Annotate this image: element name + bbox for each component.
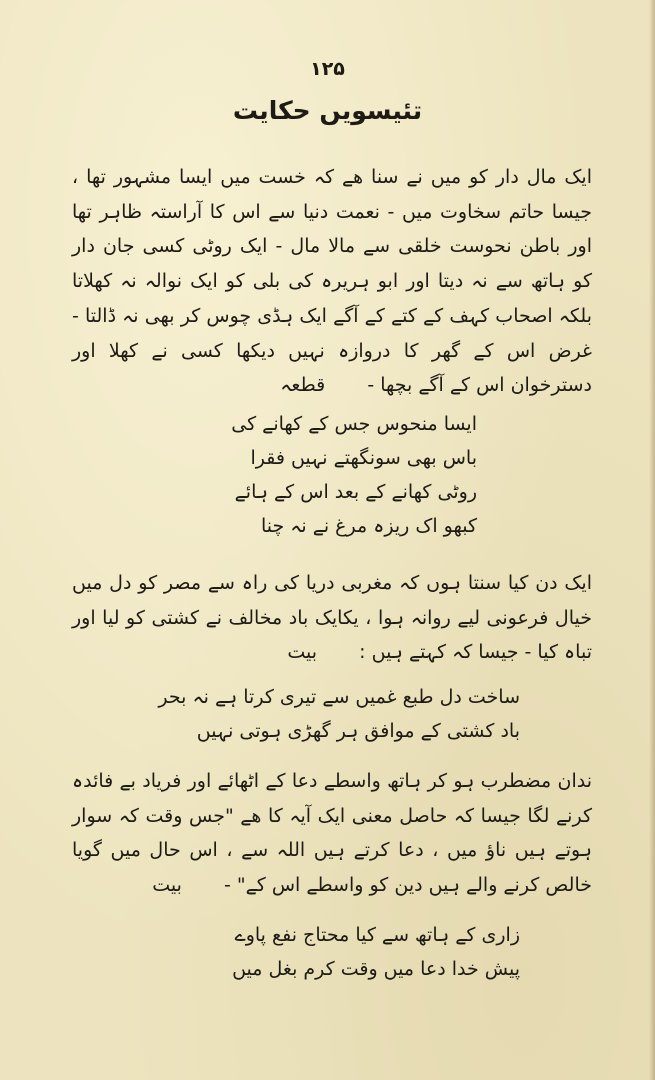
verse-line: باد کشتی کے موافق ہر گھڑی ہوتی نہیں [196, 720, 520, 742]
qita-label: قطعہ [280, 374, 326, 397]
page-edge-shadow [649, 0, 655, 1080]
page-number: ۱۲۵ [310, 58, 345, 80]
verse-block-2 [140, 680, 520, 748]
verse-line: ساخت دل طبع غمیں سے تیری کرتا ہے نہ بحر [158, 686, 520, 708]
paragraph-2-text: ایک دن کیا سنتا ہوں کہ مغربی دریا کی راہ سے مصر کو دل میں خیال فرعونی لیے روانہ ہوا ، یکایک باد مخالف نے کشتی کو لیا اور تباہ کیا - جیسا کہ کہتے ہیں : [72, 572, 592, 664]
bait-label: بیت [287, 641, 318, 664]
verse-line: زاری کے ہاتھ سے کیا محتاج نفع پاوے [234, 924, 520, 946]
verse-line: باس بھی سونگھتے نہیں فقرا [250, 447, 477, 469]
story-title: تئیسویں حکایت [232, 96, 423, 125]
verse-line: پیش خدا دعا میں وقت کرم بغل میں [232, 958, 520, 980]
verse-block-1 [157, 407, 477, 543]
paragraph-3-text: ندان مضطرب ہو کر ہاتھ واسطے دعا کے اٹھائے اور فریاد بے فائدہ کرنے لگا جیسا کہ حاصل معنی ایک آیہ کا ھے "جس وقت کہ سوار ہوتے ہیں ناؤ میں ، دعا کرتے ہیں اللہ سے ، اس حال میں گویا خالص کرنے والے ہیں دین کو واسطے اس کے" - [72, 770, 592, 897]
paragraph-2 [72, 566, 592, 670]
paragraph-1-text: ایک مال دار کو میں نے سنا ھے کہ خست میں ایسا مشہور تھا ، جیسا حاتم سخاوت میں - نعمت دنیا سے اس کا آراستہ ظاہر تھا اور باطن نحوست خلقی سے مالا مال - ایک روٹی کسی جان دار کو ہاتھ سے نہ دیتا اور ابو ہریرہ کی بلی کو ایک نوالہ نہ کھلاتا بلکہ اصحاب کہف کے کتے کے آگے ایک ہڈی چوس کر بھی نہ ڈالتا - غرض اس کے گھر کا دروازہ نہیں دیکھا کسی نے کھلا اور دسترخوان اس کے آگے بچھا - [72, 166, 592, 397]
verse-line: روٹی کھانے کے بعد اس کے ہائے [234, 481, 477, 503]
paragraph-1 [72, 160, 592, 403]
bait-label: بیت [152, 874, 182, 897]
verse-line: کبھو اک ریزہ مرغ نے نہ چنا [260, 515, 477, 537]
verse-line: ایسا منحوس جس کے کھانے کی [231, 413, 477, 435]
verse-block-3 [140, 918, 520, 986]
paragraph-3 [72, 764, 592, 903]
